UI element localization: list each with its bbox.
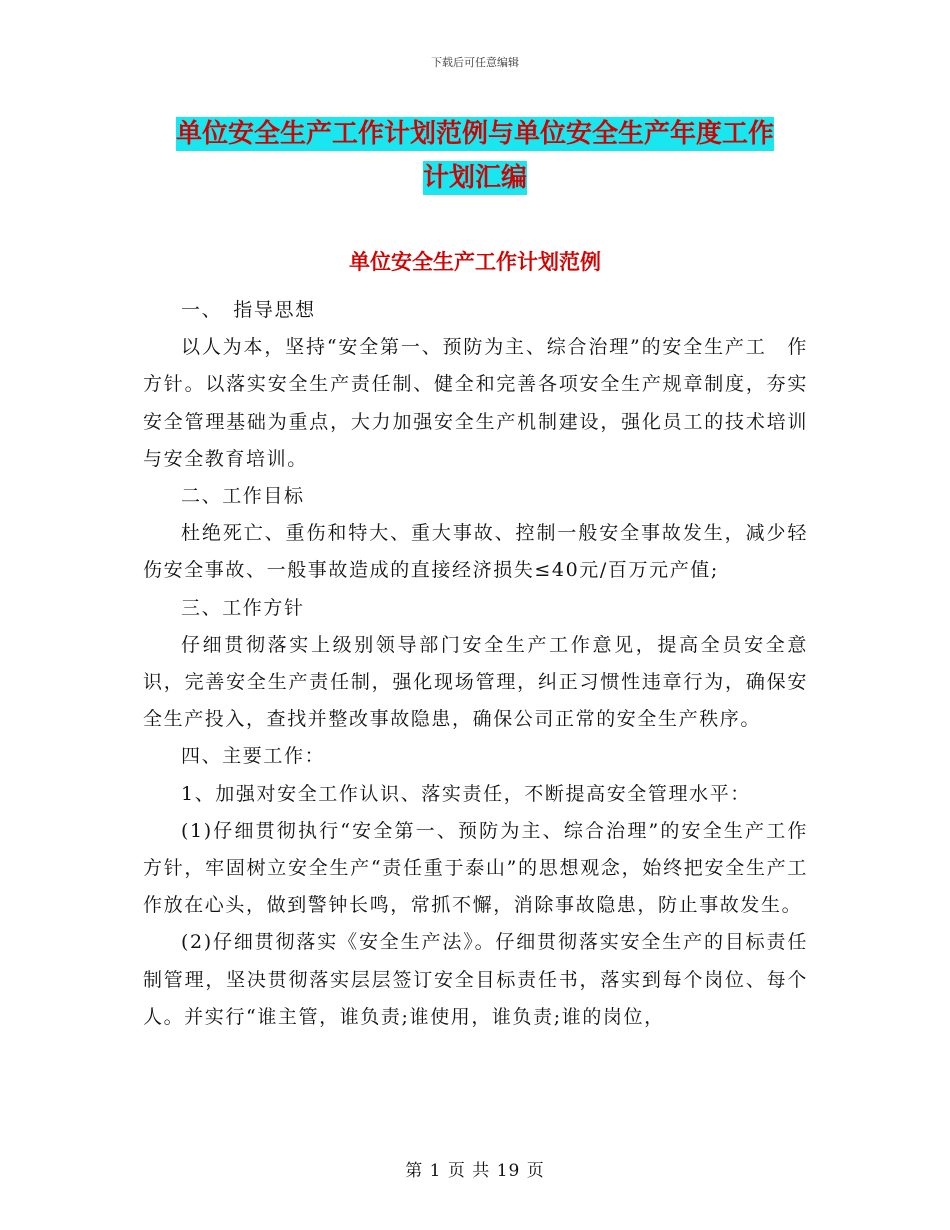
heading-guiding-thought: 一、 指导思想: [181, 299, 316, 321]
page-number-footer: 第 1 页 共 19 页: [405, 1161, 545, 1181]
paragraph-item-1-2: (2)仔细贯彻落实《安全生产法》。仔细贯彻落实安全生产的目标责任制管理，坚决贯彻落实层层签订安全目标责任书，落实到每个岗位、每个人。并实行“谁主管，谁负责;谁使用，谁负责;谁的岗位，: [143, 931, 808, 1028]
section-title: 单位安全生产工作计划范例: [349, 250, 601, 274]
document-title-line2: 计划汇编: [422, 163, 527, 193]
document-body: [143, 292, 808, 1036]
heading-work-policy: 三、工作方针: [181, 596, 305, 619]
paragraph-work-goals: 杜绝死亡、重伤和特大、重大事故、控制一般安全事故发生，减少轻伤安全事故、一般事故造成的直接经济损失≤40元/百万元产值;: [143, 522, 808, 582]
paragraph-item-1-1: (1)仔细贯彻执行“安全第一、预防为主、综合治理”的安全生产工作方针，牢固树立安全生产“责任重于泰山”的思想观念，始终把安全生产工作放在心头，做到警钟长鸣，常抓不懈，消除事故隐患，防止事故发生。: [143, 819, 808, 917]
heading-work-goals: 二、工作目标: [181, 485, 305, 508]
paragraph-item-1: 1、加强对安全工作认识、落实责任，不断提高安全管理水平：: [181, 782, 751, 805]
heading-main-work: 四、主要工作：: [181, 745, 326, 768]
document-title: [0, 112, 950, 200]
paragraph-work-policy: 仔细贯彻落实上级别领导部门安全生产工作意见，提高全员安全意识，完善安全生产责任制，强化现场管理，纠正习惯性违章行为，确保安全生产投入，查找并整改事故隐患，确保公司正常的安全生产秩序。: [143, 633, 808, 731]
paragraph-guiding-thought: 以人为本，坚持“安全第一、预防为主、综合治理”的安全生产工 作方针。以落实安全生产责任制、健全和完善各项安全生产规章制度，夯实安全管理基础为重点，大力加强安全生产机制建设，强化员工的技术培训与安全教育培训。: [143, 336, 808, 470]
document-title-line1: 单位安全生产工作计划范例与单位安全生产年度工作: [175, 119, 774, 149]
header-note: 下载后可任意编辑: [431, 56, 519, 69]
